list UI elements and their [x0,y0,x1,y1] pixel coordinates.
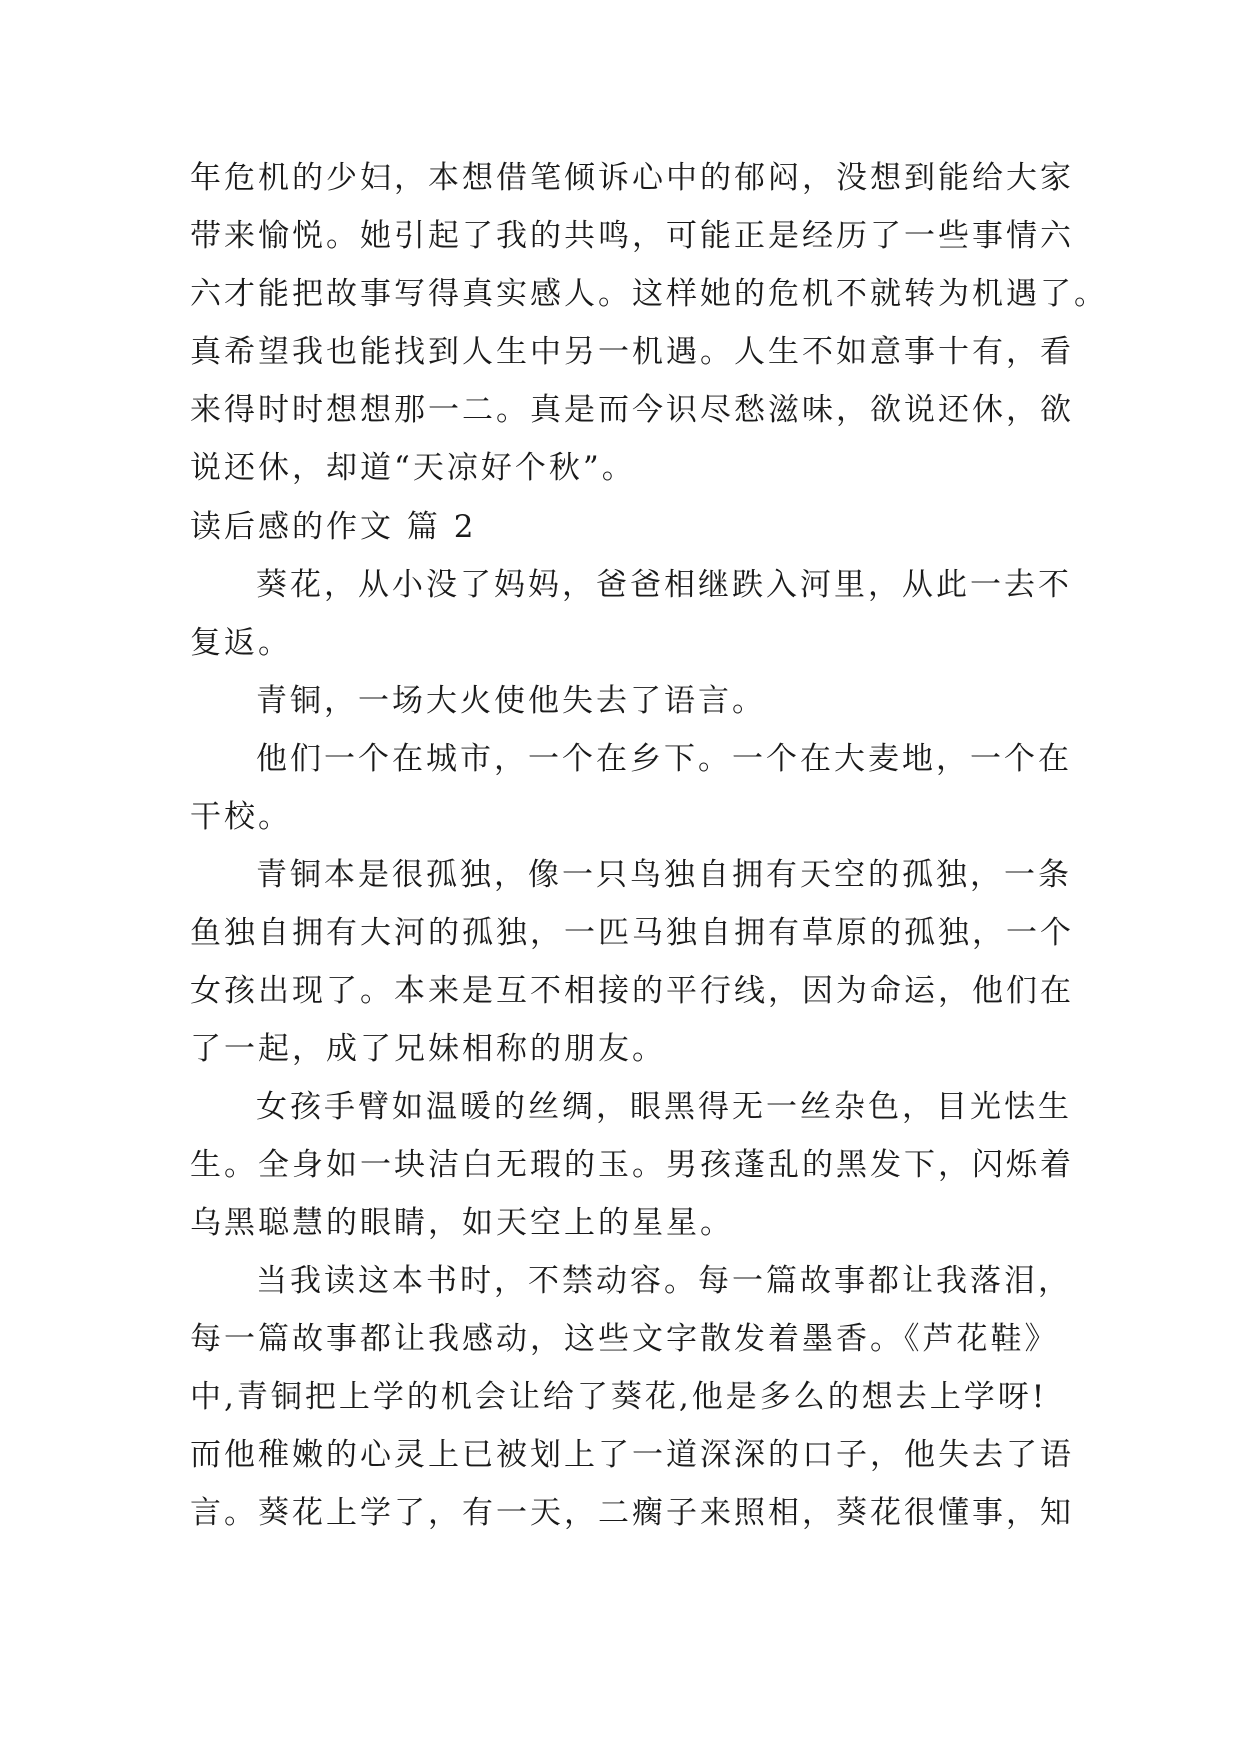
text-line: 鱼独自拥有大河的孤独，一匹马独自拥有草原的孤独，一个 [190,915,1074,951]
text-line: 年危机的少妇，本想借笔倾诉心中的郁闷，没想到能给大家 [190,160,1074,196]
text-line: 生。全身如一块洁白无瑕的玉。男孩蓬乱的黑发下，闪烁着 [190,1147,1074,1183]
text-line: 言。葵花上学了，有一天，二瘸子来照相，葵花很懂事，知 [190,1495,1074,1531]
text-line: 青铜，一场大火使他失去了语言。 [256,683,766,719]
text-line: 他们一个在城市，一个在乡下。一个在大麦地，一个在 [256,741,1072,777]
section-heading: 读后感的作文 篇 2 [190,509,477,545]
text-line: 中,青铜把上学的机会让给了葵花,他是多么的想去上学呀! [190,1379,1048,1415]
text-line: 而他稚嫩的心灵上已被划上了一道深深的口子，他失去了语 [190,1437,1074,1473]
text-line: 乌黑聪慧的眼睛，如天空上的星星。 [190,1205,734,1241]
text-line: 女孩手臂如温暖的丝绸，眼黑得无一丝杂色，目光怯生 [256,1089,1072,1125]
text-line: 来得时时想想那一二。真是而今识尽愁滋味，欲说还休，欲 [190,392,1074,428]
text-line: 六才能把故事写得真实感人。这样她的危机不就转为机遇了。 [190,276,1108,312]
text-line: 复返。 [190,625,292,661]
text-line: 每一篇故事都让我感动，这些文字散发着墨香。《芦花鞋》 [190,1321,1059,1357]
text-line: 女孩出现了。本来是互不相接的平行线，因为命运，他们在 [190,973,1074,1009]
text-line: 带来愉悦。她引起了我的共鸣，可能正是经历了一些事情六 [190,218,1074,254]
text-line: 真希望我也能找到人生中另一机遇。人生不如意事十有，看 [190,334,1074,370]
text-line: 干校。 [190,799,292,835]
text-line: 说还休，却道“天凉好个秋”。 [190,450,636,486]
text-line: 了一起，成了兄妹相称的朋友。 [190,1031,666,1067]
text-line: 当我读这本书时，不禁动容。每一篇故事都让我落泪， [256,1263,1072,1299]
text-line: 葵花，从小没了妈妈，爸爸相继跌入河里，从此一去不 [256,567,1072,603]
text-line: 青铜本是很孤独，像一只鸟独自拥有天空的孤独，一条 [256,857,1072,893]
